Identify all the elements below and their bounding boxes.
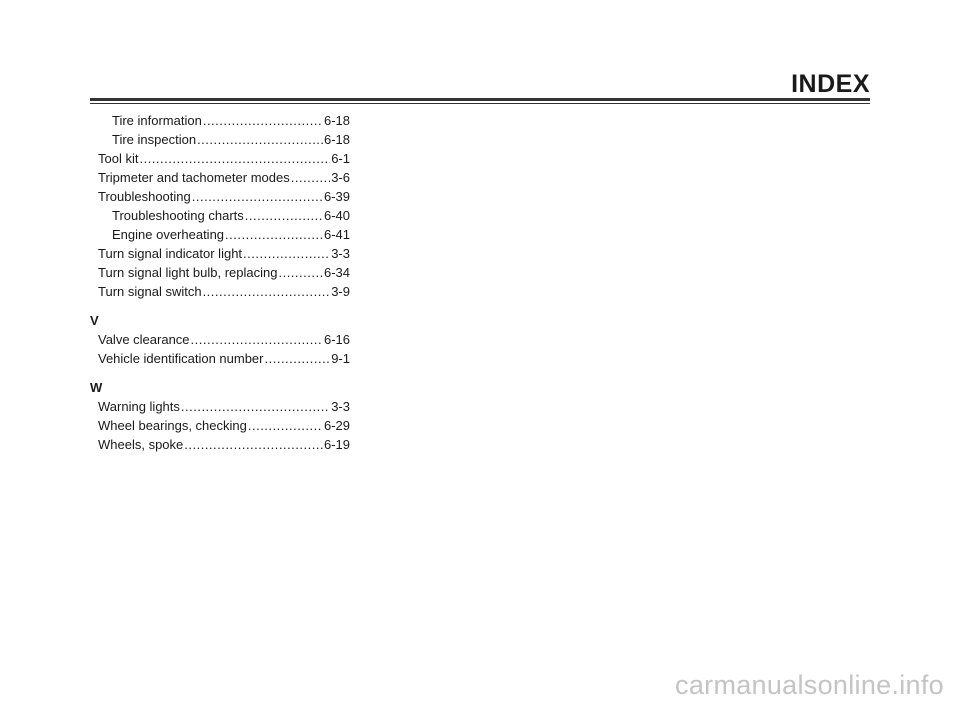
index-group-v	[90, 311, 350, 368]
entry-page: 9-1	[331, 351, 350, 366]
dot-leader	[191, 330, 323, 349]
entry-term: Warning lights	[98, 399, 180, 414]
dot-leader	[203, 282, 331, 301]
dot-leader	[184, 435, 323, 454]
entry-page: 6-40	[323, 208, 350, 223]
watermark-text: carmanualsonline.info	[675, 670, 944, 700]
entry-page: 6-16	[323, 332, 350, 347]
entry-page: 6-41	[323, 227, 350, 242]
header-rule-thin	[90, 103, 870, 104]
index-column	[90, 111, 350, 454]
index-entry	[90, 349, 350, 368]
dot-leader	[139, 149, 330, 168]
dot-leader	[225, 225, 323, 244]
entry-page: 6-34	[323, 265, 350, 280]
section-letter: V	[90, 313, 99, 328]
entry-term: Troubleshooting charts	[112, 208, 244, 223]
entry-term: Turn signal switch	[98, 284, 202, 299]
section-letter: W	[90, 380, 103, 395]
dot-leader	[278, 263, 323, 282]
header-rule	[90, 98, 870, 101]
entry-term: Troubleshooting	[98, 189, 191, 204]
index-group-t	[90, 111, 350, 301]
entry-term: Vehicle identification number	[98, 351, 264, 366]
entry-term: Wheel bearings, checking	[98, 418, 247, 433]
entry-term: Engine overheating	[112, 227, 225, 242]
entry-page: 6-39	[323, 189, 350, 204]
dot-leader	[245, 206, 323, 225]
dot-leader	[291, 168, 330, 187]
entry-term: Tire information	[112, 113, 202, 128]
entry-page: 6-18	[323, 113, 350, 128]
index-entry	[90, 206, 350, 225]
entry-page: 3-3	[331, 399, 350, 414]
dot-leader	[203, 111, 323, 130]
entry-page: 3-3	[331, 246, 350, 261]
entry-page: 6-1	[331, 151, 350, 166]
index-entry	[90, 416, 350, 435]
entry-page: 6-18	[323, 132, 350, 147]
index-entry	[90, 225, 350, 244]
entry-term: Valve clearance	[98, 332, 190, 347]
entry-term: Tire inspection	[112, 132, 197, 147]
entry-page: 6-19	[323, 437, 350, 452]
index-entry	[90, 244, 350, 263]
index-entry	[90, 435, 350, 454]
entry-page: 3-9	[331, 284, 350, 299]
entry-term: Tripmeter and tachometer modes	[98, 170, 290, 185]
entry-page: 3-6	[331, 170, 350, 185]
index-entry	[90, 130, 350, 149]
entry-term: Turn signal light bulb, replacing	[98, 265, 278, 280]
index-entry	[90, 397, 350, 416]
index-entry	[90, 263, 350, 282]
index-entry	[90, 282, 350, 301]
dot-leader	[243, 244, 330, 263]
index-entry	[90, 187, 350, 206]
index-entry	[90, 149, 350, 168]
entry-term: Wheels, spoke	[98, 437, 184, 452]
dot-leader	[197, 130, 323, 149]
page-title: INDEX	[791, 70, 870, 98]
dot-leader	[248, 416, 323, 435]
dot-leader	[181, 397, 330, 416]
entry-term: Tool kit	[98, 151, 139, 166]
dot-leader	[192, 187, 323, 206]
index-group-w	[90, 378, 350, 454]
index-entry	[90, 111, 350, 130]
dot-leader	[265, 349, 331, 368]
entry-page: 6-29	[323, 418, 350, 433]
entry-term: Turn signal indicator light	[98, 246, 243, 261]
index-entry	[90, 168, 350, 187]
index-entry	[90, 330, 350, 349]
